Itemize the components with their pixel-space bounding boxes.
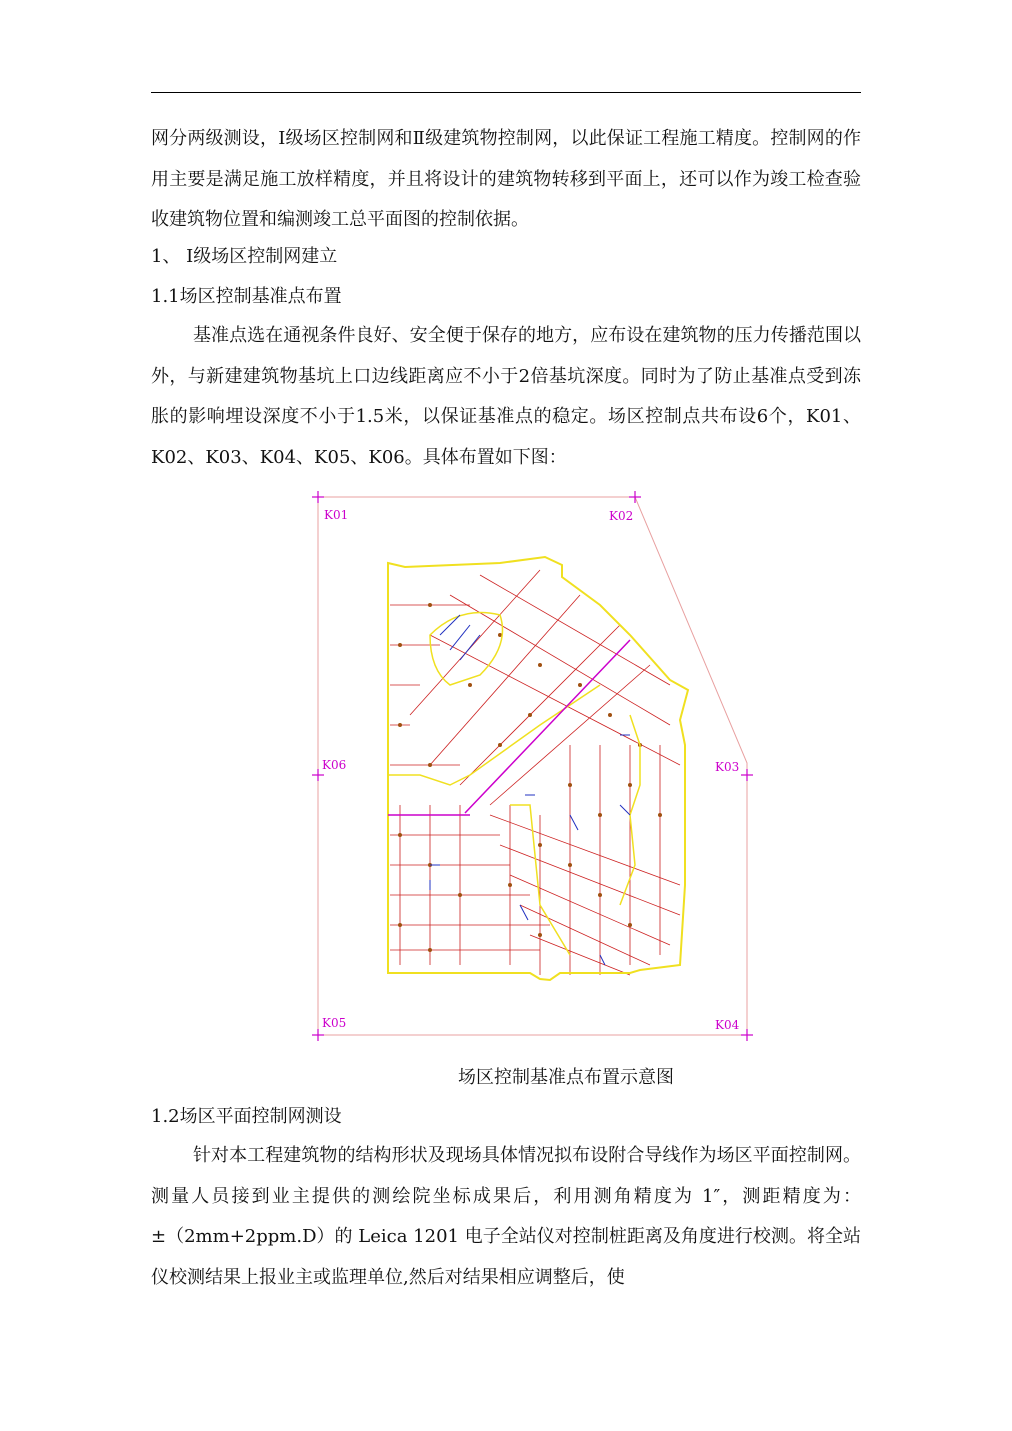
k04-label: K04 <box>715 1018 740 1032</box>
k05-marker <box>312 1029 324 1041</box>
k02-label: K02 <box>609 509 634 523</box>
k06-label: K06 <box>322 758 347 772</box>
k01-label: K01 <box>324 508 349 522</box>
section-1-heading: 1、 Ⅰ级场区控制网建立 <box>151 246 338 267</box>
k01-marker <box>312 491 324 503</box>
header-rule <box>151 92 861 93</box>
section-1-2-paragraph: 针对本工程建筑物的结构形状及现场具体情况拟布设附合导线作为场区平面控制网。测量人员接到业主提供的测绘院坐标成果后，利用测角精度为 1″，测距精度为：±（2mm+2ppm.D）的 Leica 1201 电子全站仪对控制桩距离及角度进行校测。将全站仪校测结果上报业主或监理单位,然后对结果相应调整后，使 <box>151 1145 861 1288</box>
building-outline <box>388 557 688 980</box>
site-plan-figure <box>300 485 770 1045</box>
k03-marker <box>741 769 753 781</box>
control-boundary <box>318 497 747 1035</box>
k05-label: K05 <box>322 1016 347 1030</box>
section-1-1-heading: 1.1场区控制基准点布置 <box>151 286 342 307</box>
k03-label: K03 <box>715 760 740 774</box>
figure-caption: 场区控制基准点布置示意图 <box>458 1067 674 1088</box>
k04-marker <box>741 1029 753 1041</box>
section-1-1-paragraph: 基准点选在通视条件良好、安全便于保存的地方，应布设在建筑物的压力传播范围以外，与新建建筑物基坑上口边线距离应不小于2倍基坑深度。同时为了防止基准点受到冻胀的影响埋设深度不小于1.5米，以保证基准点的稳定。场区控制点共布设6个，K01、K02、K03、K04、K05、K06。具体布置如下图： <box>151 325 861 468</box>
section-1-2-heading: 1.2场区平面控制网测设 <box>151 1106 342 1127</box>
intro-paragraph: 网分两级测设，Ⅰ级场区控制网和Ⅱ级建筑物控制网，以此保证工程施工精度。控制网的作用主要是满足施工放样精度，并且将设计的建筑物转移到平面上，还可以作为竣工检查验收建筑物位置和编测竣工总平面图的控制依据。 <box>151 128 861 230</box>
k02-marker <box>629 491 641 503</box>
building-inner-outline <box>388 685 600 785</box>
